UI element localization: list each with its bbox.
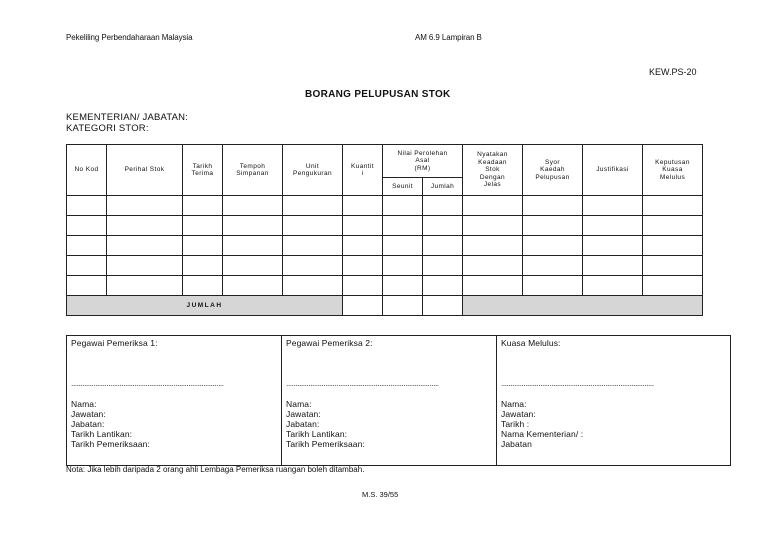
header-nilai-perolehan: Nilai Perolehan Asal (RM)	[383, 145, 463, 178]
ministry-field: Nama Kementerian/ :	[501, 429, 584, 439]
header-keadaan-stok: Nyatakan Keadaan Stok Dengan Jelas	[463, 145, 523, 196]
table-row	[67, 276, 703, 296]
table-row	[67, 196, 703, 216]
total-kuantiti-cell	[343, 296, 383, 316]
header-keputusan: Keputusan Kuasa Melulus	[643, 145, 703, 196]
position-field: Jawatan:	[71, 409, 106, 419]
header-kuantiti: Kuantit i	[343, 145, 383, 196]
name-field: Nama:	[286, 399, 312, 409]
page-number: M.S. 39/55	[362, 490, 399, 499]
header-no-kod: No Kod	[67, 145, 107, 196]
header-jumlah: Jumlah	[423, 178, 463, 196]
approver-box	[497, 336, 731, 466]
header-perihal-stok: Perihal Stok	[107, 145, 183, 196]
form-title: BORANG PELUPUSAN STOK	[305, 89, 451, 100]
inspector-1-title: Pegawai Pemeriksa 1:	[71, 338, 158, 348]
signature-panel	[66, 335, 731, 466]
department-field: Jabatan:	[286, 419, 320, 429]
header-tempoh-simpanan: Tempoh Simpanan	[223, 145, 283, 196]
appendix-reference: AM 6.9 Lampiran B	[415, 33, 482, 42]
total-seunit-cell	[383, 296, 423, 316]
department-field: Jabatan:	[71, 419, 105, 429]
ministry-label: KEMENTERIAN/ JABATAN:	[66, 112, 189, 123]
inspection-date-field: Tarikh Pemeriksaan:	[71, 439, 150, 449]
date-field: Tarikh :	[501, 419, 530, 429]
position-field: Jawatan:	[501, 409, 536, 419]
signature-line: ..................................................................................	[71, 378, 224, 388]
circular-reference: Pekeliling Perbendaharaan Malaysia	[66, 33, 193, 42]
signature-line: ..................................................................................	[501, 378, 654, 388]
name-field: Nama:	[501, 399, 527, 409]
name-field: Nama:	[71, 399, 97, 409]
stock-disposal-table	[66, 144, 703, 316]
department-field: Jabatan	[501, 439, 532, 449]
inspection-date-field: Tarikh Pemeriksaan:	[286, 439, 365, 449]
header-justifikasi: Justifikasi	[583, 145, 643, 196]
store-category-label: KATEGORI STOR:	[66, 123, 149, 134]
header-syor-kaedah: Syor Kaedah Pelupusan	[523, 145, 583, 196]
inspector-1-box	[67, 336, 282, 466]
total-jumlah-cell	[423, 296, 463, 316]
inspector-2-title: Pegawai Pemeriksa 2:	[286, 338, 373, 348]
table-row	[67, 256, 703, 276]
appointment-date-field: Tarikh Lantikan:	[286, 429, 348, 439]
table-row	[67, 236, 703, 256]
table-row	[67, 216, 703, 236]
signature-line: ..................................................................................	[286, 378, 439, 388]
approver-title: Kuasa Melulus:	[501, 338, 561, 348]
header-unit-pengukuran: Unit Pengukuran	[283, 145, 343, 196]
total-label: JUMLAH	[67, 296, 343, 316]
total-row	[67, 296, 703, 316]
appointment-date-field: Tarikh Lantikan:	[71, 429, 133, 439]
inspector-2-box	[282, 336, 497, 466]
position-field: Jawatan:	[286, 409, 321, 419]
footnote: Nota: Jika lebih daripada 2 orang ahli Lembaga Pemeriksa ruangan boleh ditambah.	[66, 465, 365, 474]
header-tarikh-terima: Tarikh Terima	[183, 145, 223, 196]
total-shaded-cell	[463, 296, 703, 316]
header-seunit: Seunit	[383, 178, 423, 196]
form-code: KEW.PS-20	[649, 67, 697, 77]
